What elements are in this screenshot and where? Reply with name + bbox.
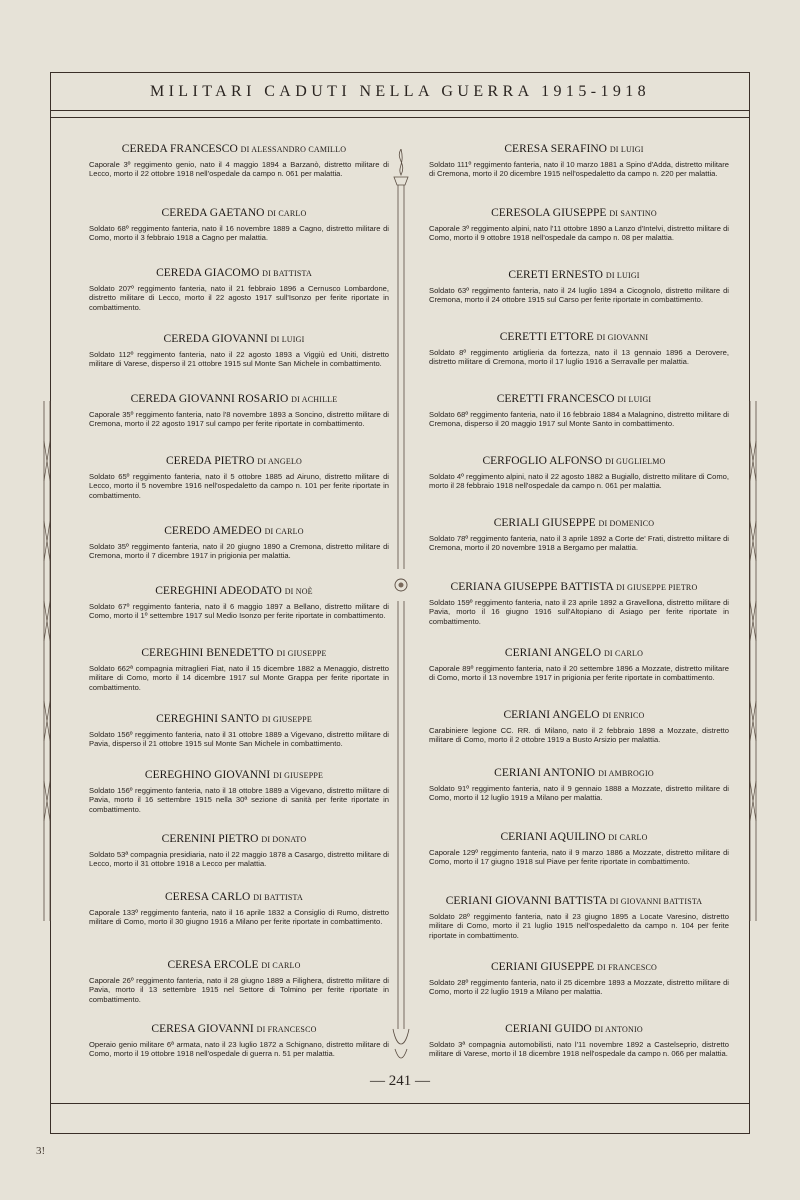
record-entry [79, 207, 389, 243]
record-entry [79, 585, 389, 621]
soldier-patronym: DI GIUSEPPE PIETRO [616, 583, 698, 592]
soldier-name: CERIANA GIUSEPPE BATTISTA DI GIUSEPPE PIETRO [450, 581, 698, 593]
soldier-record: Soldato 53ª compagnia presidiaria, nato il 22 maggio 1878 a Casargo, distretto militare di Lecco, morto il 31 ottobre 1918 a Lecco per malattia. [89, 850, 389, 869]
record-entry [419, 709, 729, 745]
soldier-name: CERIANI AQUILINO DI CARLO [500, 831, 648, 843]
soldier-name: CEREGHINI SANTO DI GIUSEPPE [156, 713, 312, 725]
record-entry [419, 269, 729, 305]
soldier-record: Soldato 65º reggimento fanteria, nato il 5 ottobre 1885 ad Airuno, distretto militare di Lecco, morto il 5 novembre 1916 nell'ospedaletto da campo n. 101 per ferite riportate in combattimento. [89, 472, 389, 500]
soldier-name: CEREDA FRANCESCO DI ALESSANDRO CAMILLO [121, 143, 347, 155]
soldier-patronym: DI FRANCESCO [597, 963, 658, 972]
page-header [51, 73, 749, 111]
soldier-patronym: DI CARLO [267, 209, 307, 218]
soldier-name: CERIANI ANGELO DI CARLO [504, 647, 644, 659]
soldier-record: Caporale 26º reggimento fanteria, nato il 28 giugno 1889 a Filighera, distretto militare di Pavia, morto il 13 settembre 1915 nel Settore di Tolmino per ferite riportate in combattimento. [89, 976, 389, 1004]
soldier-patronym: DI CARLO [261, 961, 301, 970]
soldier-patronym: DI SANTINO [609, 209, 657, 218]
soldier-record: Caporale 3º reggimento alpini, nato l'11 ottobre 1890 a Lanzo d'Intelvi, distretto militare di Como, morto il 9 ottobre 1918 nell'ospedale da campo n. 08 per malattia. [429, 224, 729, 243]
soldier-record: Soldato 156º reggimento fanteria, nato il 18 ottobre 1889 a Vigevano, distretto militare di Pavia, morto il 16 settembre 1915 nella 30ª sezione di sanità per ferite riportate in combattimento. [89, 786, 389, 814]
soldier-patronym: DI DONATO [261, 835, 307, 844]
soldier-name: CEREGHINI BENEDETTO DI GIUSEPPE [141, 647, 327, 659]
soldier-record: Soldato 63º reggimento fanteria, nato il 24 luglio 1894 a Cicognolo, distretto militare di Cremona, morto il 24 ottobre 1915 sul Carso per ferite riportate in combattimento. [429, 286, 729, 305]
soldier-name: CEREGHINI ADEODATO DI NOÈ [155, 585, 313, 597]
record-entry [79, 1023, 389, 1059]
page-number: — 241 — [370, 1073, 430, 1089]
record-entry [419, 895, 729, 940]
record-entry [419, 455, 729, 491]
soldier-name: CERIANI GIUSEPPE DI FRANCESCO [490, 961, 658, 973]
record-entry [419, 767, 729, 803]
record-entry [79, 333, 389, 369]
soldier-name: CEREGHINO GIOVANNI DI GIUSEPPE [144, 769, 324, 781]
header-rule [51, 117, 749, 118]
soldier-name: CERIALI GIUSEPPE DI DOMENICO [493, 517, 655, 529]
soldier-record: Carabiniere legione CC. RR. di Milano, nato il 2 febbraio 1898 a Mozzate, distretto militare di Como, morto il 2 ottobre 1919 a Busto Arsizio per malattia. [429, 726, 729, 745]
soldier-patronym: DI LUIGI [609, 145, 644, 154]
soldier-name: CERETTI FRANCESCO DI LUIGI [496, 393, 652, 405]
record-entry [79, 393, 389, 429]
record-entry [419, 207, 729, 243]
soldier-record: Soldato 662ª compagnia mitraglieri Fiat, nato il 15 dicembre 1882 a Menaggio, distretto militare di Como, morto il 14 dicembre 1917 sul Monte Grappa per ferite riportate in combattimento. [89, 664, 389, 692]
soldier-record: Soldato 67º reggimento fanteria, nato il 6 maggio 1897 a Bellano, distretto militare di Como, morto il 1º settembre 1917 sul Medio Isonzo per ferite riportate in combattimento. [89, 602, 389, 621]
soldier-patronym: DI ALESSANDRO CAMILLO [240, 145, 347, 154]
record-entry [79, 769, 389, 814]
soldier-patronym: DI LUIGI [617, 395, 652, 404]
soldier-name: CERETI ERNESTO DI LUIGI [508, 269, 640, 281]
left-ribbon-ornament-icon [39, 401, 55, 921]
soldier-name: CEREDA GIOVANNI ROSARIO DI ACHILLE [130, 393, 338, 405]
torch-ornament-icon [391, 149, 411, 1069]
soldier-record: Soldato 207º reggimento fanteria, nato il 21 febbraio 1896 a Cernusco Lombardone, distretto militare di Lecco, morto il 22 agosto 1917 sull'Isonzo per ferite riportate in combattimento. [89, 284, 389, 312]
soldier-record: Caporale 89º reggimento fanteria, nato il 20 settembre 1896 a Mozzate, distretto militare di Como, morto il 13 novembre 1917 in prigionia per ferite riportate in combattimento. [429, 664, 729, 683]
soldier-name: CEREDA GIOVANNI DI LUIGI [163, 333, 305, 345]
soldier-record: Soldato 35º reggimento fanteria, nato il 20 giugno 1890 a Cremona, distretto militare di Cremona, morto il 7 dicembre 1917 in prigionia per malattia. [89, 542, 389, 561]
soldier-patronym: DI FRANCESCO [256, 1025, 317, 1034]
soldier-patronym: DI CARLO [264, 527, 304, 536]
record-entry [419, 331, 729, 367]
soldier-name: CERESA CARLO DI BATTISTA [165, 891, 303, 903]
record-entry [419, 143, 729, 179]
soldier-patronym: DI ANTONIO [594, 1025, 643, 1034]
soldier-name: CERESA SERAFINO DI LUIGI [504, 143, 644, 155]
soldier-patronym: DI DOMENICO [598, 519, 655, 528]
soldier-patronym: DI NOÈ [284, 587, 313, 596]
soldier-record: Soldato 111º reggimento fanteria, nato il 10 marzo 1881 a Spino d'Adda, distretto militare di Cremona, morto il 20 dicembre 1915 nell'ospedaletto da campo n. 220 per malattia. [429, 160, 729, 179]
soldier-name: CEREDA PIETRO DI ANGELO [165, 455, 303, 467]
record-entry [419, 831, 729, 867]
right-ribbon-ornament-icon [745, 401, 761, 921]
record-entry [419, 961, 729, 997]
soldier-patronym: DI BATTISTA [253, 893, 303, 902]
soldier-record: Operaio genio militare 6ª armata, nato il 23 luglio 1872 a Schignano, distretto militare di Como, morto il 19 ottobre 1918 nell'ospedale di guerra n. 51 per malattia. [89, 1040, 389, 1059]
soldier-name: CERIANI ANGELO DI ENRICO [503, 709, 645, 721]
soldier-record: Caporale 3º reggimento genio, nato il 4 maggio 1894 a Barzanò, distretto militare di Lecco, morto il 22 ottobre 1918 nell'ospedale da campo n. 061 per malattia. [89, 160, 389, 179]
soldier-record: Caporale 133º reggimento fanteria, nato il 16 aprile 1832 a Consiglio di Rumo, distretto militare di Como, morto il 30 giugno 1916 a Milano per ferite riportate in combattimento. [89, 908, 389, 927]
soldier-name: CERENINI PIETRO DI DONATO [161, 833, 307, 845]
soldier-record: Caporale 35º reggimento fanteria, nato l'8 novembre 1893 a Soncino, distretto militare di Cremona, morto il 22 agosto 1917 sul campo per ferite riportate in combattimento. [89, 410, 389, 429]
soldier-patronym: DI ACHILLE [291, 395, 338, 404]
soldier-patronym: DI LUIGI [605, 271, 640, 280]
soldier-name: CERIANI ANTONIO DI AMBROGIO [494, 767, 654, 779]
soldier-record: Soldato 78º reggimento fanteria, nato il 3 aprile 1892 a Corte de' Frati, distretto militare di Cremona, morto il 20 novembre 1918 a Bergamo per malattia. [429, 534, 729, 553]
soldier-record: Soldato 4º reggimento alpini, nato il 22 agosto 1882 a Bugiallo, distretto militare di Como, morto il 28 febbraio 1918 nell'ospedale da campo n. 061 per malattia. [429, 472, 729, 491]
record-entry [79, 833, 389, 869]
soldier-record: Soldato 68º reggimento fanteria, nato il 16 febbraio 1884 a Malagnino, distretto militare di Cremona, disperso il 20 maggio 1917 sul Monte Santo in combattimento. [429, 410, 729, 429]
record-entry [79, 267, 389, 312]
record-entry [419, 581, 729, 626]
soldier-patronym: DI ENRICO [602, 711, 645, 720]
soldier-patronym: DI GUGLIELMO [605, 457, 666, 466]
soldier-name: CERESOLA GIUSEPPE DI SANTINO [491, 207, 657, 219]
soldier-record: Soldato 159º reggimento fanteria, nato il 23 aprile 1892 a Gravellona, distretto militare di Pavia, morto il 16 giugno 1916 sull'Altopiano di Asiago per ferite riportate in combattimento. [429, 598, 729, 626]
soldier-record: Soldato 28º reggimento fanteria, nato il 25 dicembre 1893 a Mozzate, distretto militare di Como, morto il 22 luglio 1919 a Milano per malattia. [429, 978, 729, 997]
soldier-record: Soldato 156º reggimento fanteria, nato il 31 ottobre 1889 a Vigevano, distretto militare di Pavia, disperso il 21 ottobre 1915 sul Monte San Michele in combattimento. [89, 730, 389, 749]
soldier-name: CERETTI ETTORE DI GIOVANNI [499, 331, 649, 343]
page-mark: 3! [36, 1145, 46, 1157]
soldier-record: Soldato 68º reggimento fanteria, nato il 16 novembre 1889 a Cagno, distretto militare di Como, morto il 3 febbraio 1918 a Cagno per malattia. [89, 224, 389, 243]
soldier-patronym: DI GIUSEPPE [276, 649, 327, 658]
page-title: MILITARI CADUTI NELLA GUERRA 1915-1918 [149, 82, 651, 100]
soldier-name: CEREDO AMEDEO DI CARLO [164, 525, 304, 537]
soldier-patronym: DI BATTISTA [262, 269, 312, 278]
soldier-record: Soldato 112º reggimento fanteria, nato il 22 agosto 1893 a Viggiù ed Uniti, distretto militare di Varese, disperso il 21 ottobre 1915 sul Monte San Michele in combattimento. [89, 350, 389, 369]
soldier-patronym: DI ANGELO [257, 457, 303, 466]
soldier-patronym: DI GIUSEPPE [273, 771, 324, 780]
soldier-name: CERESA ERCOLE DI CARLO [167, 959, 301, 971]
record-entry [79, 525, 389, 561]
record-entry [419, 647, 729, 683]
footer-rule [51, 1103, 749, 1104]
soldier-record: Soldato 28º reggimento fanteria, nato il 23 giugno 1895 a Locate Varesino, distretto militare di Como, morto il 21 luglio 1915 nell'ospedaletto da campo n. 104 per ferite riportate in combattimento. [429, 912, 729, 940]
soldier-patronym: DI GIOVANNI [596, 333, 649, 342]
record-entry [419, 393, 729, 429]
record-entry [79, 891, 389, 927]
soldier-name: CERESA GIOVANNI DI FRANCESCO [151, 1023, 317, 1035]
record-entry [79, 713, 389, 749]
soldier-patronym: DI CARLO [603, 649, 644, 658]
soldier-name: CEREDA GAETANO DI CARLO [161, 207, 307, 219]
soldier-record: Soldato 3ª compagnia automobilisti, nato l'11 novembre 1892 a Castelseprio, distretto militare di Varese, morto il 18 dicembre 1918 nell'ospedale da campo n. 066 per malattia. [429, 1040, 729, 1059]
soldier-patronym: DI AMBROGIO [598, 769, 654, 778]
soldier-record: Soldato 91º reggimento fanteria, nato il 9 gennaio 1888 a Mozzate, distretto militare di Como, morto il 12 luglio 1919 a Milano per malattia. [429, 784, 729, 803]
record-entry [419, 1023, 729, 1059]
record-entry [79, 647, 389, 692]
soldier-name: CERFOGLIO ALFONSO DI GUGLIELMO [482, 455, 666, 467]
record-entry [79, 959, 389, 1004]
record-entry [419, 517, 729, 553]
soldier-name: CEREDA GIACOMO DI BATTISTA [156, 267, 312, 279]
soldier-patronym: DI CARLO [608, 833, 648, 842]
soldier-patronym: DI GIUSEPPE [261, 715, 312, 724]
page-frame [50, 72, 750, 1134]
soldier-name: CERIANI GUIDO DI ANTONIO [505, 1023, 643, 1035]
soldier-record: Caporale 129º reggimento fanteria, nato il 9 marzo 1886 a Mozzate, distretto militare di Como, morto il 17 giugno 1918 sul Piave per ferite riportate in combattimento. [429, 848, 729, 867]
record-entry [79, 455, 389, 500]
soldier-record: Soldato 8º reggimento artiglieria da fortezza, nato il 13 gennaio 1896 a Derovere, distretto militare di Cremona, morto il 17 luglio 1916 a Serravalle per malattia. [429, 348, 729, 367]
soldier-patronym: DI GIOVANNI BATTISTA [609, 897, 703, 906]
soldier-patronym: DI LUIGI [270, 335, 305, 344]
record-entry [79, 143, 389, 179]
soldier-name: CERIANI GIOVANNI BATTISTA DI GIOVANNI BATTISTA [445, 895, 703, 907]
